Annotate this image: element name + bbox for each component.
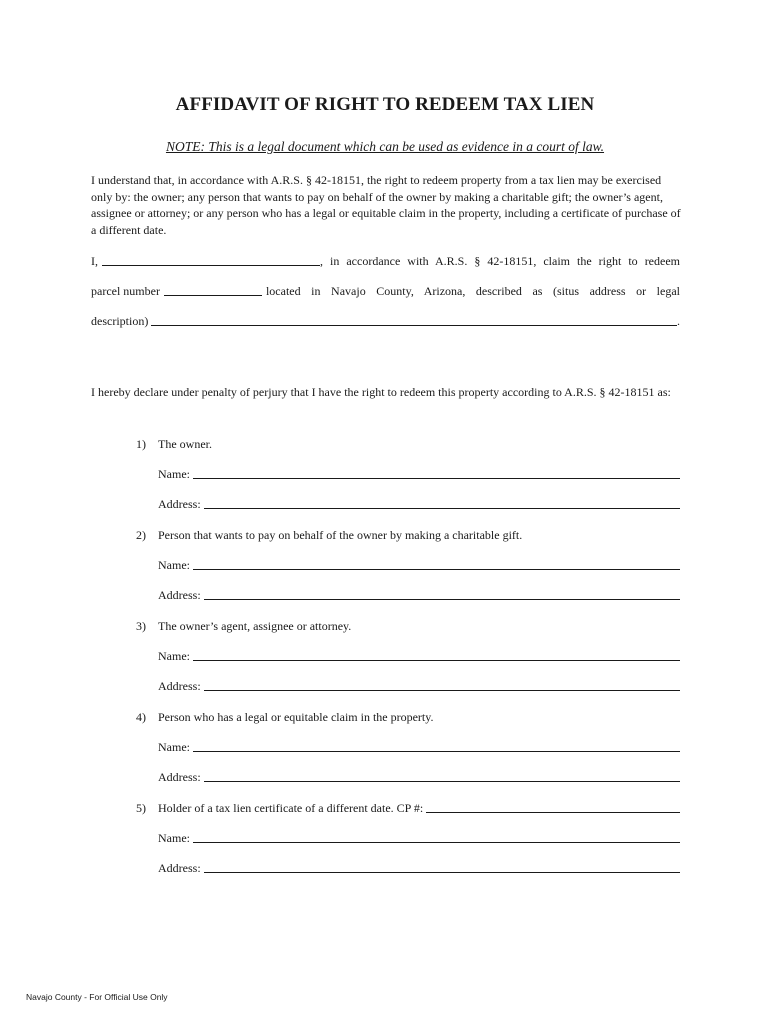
description-blank[interactable] [151,324,677,326]
parcel-suffix: located in Navajo County, Arizona, described as (situs address or legal [265,284,680,298]
option-number: 2) [136,528,146,542]
owner-address-field[interactable] [204,507,680,509]
lien-holder-address-field[interactable] [204,871,680,873]
claim-line [91,254,680,269]
intro-paragraph: I understand that, in accordance with A.R.S. § 42-18151, the right to redeem property from a tax lien may be exercised only by: the owner; any person that wants to pay on behalf of the owner by making a charitable gift; the owner’s agent, assignee or attorney; or any person who has a legal or equitable claim in the property, including a certificate of purchase of a different date. [91,173,681,237]
declaration-paragraph: I hereby declare under penalty of perjury that I have the right to redeem this property according to A.R.S. § 42-18151 as: [91,385,671,399]
option-charitable-payer [136,528,522,543]
legal-note: NOTE: This is a legal document which can be used as evidence in a court of law. [165,139,605,154]
option-text: Person who has a legal or equitable claim in the property. [158,710,434,724]
claimant-address-row [158,770,680,785]
address-label: Address: [158,679,201,693]
name-label: Name: [158,467,190,481]
parcel-number-blank[interactable] [164,294,262,296]
description-prefix: description) [91,314,149,328]
claim-prefix: I, [91,254,98,268]
option-number: 4) [136,710,146,724]
option-text: Person that wants to pay on behalf of the owner by making a charitable gift. [158,528,523,542]
option-number: 3) [136,619,146,633]
option-text: The owner. [158,437,212,451]
option-number: 1) [136,437,146,451]
agent-name-row [158,649,680,664]
claim-suffix: , in accordance with A.R.S. § 42-18151, claim the right to redeem [320,254,680,268]
agent-address-row [158,679,680,694]
option-text: The owner’s agent, assignee or attorney. [158,619,352,633]
claimant-name-blank[interactable] [102,264,320,266]
owner-name-row [158,467,680,482]
charitable-name-row [158,558,680,573]
option-number: 5) [136,801,146,815]
name-label: Name: [158,831,190,845]
lien-holder-name-field[interactable] [193,841,680,843]
lien-holder-address-row [158,861,680,876]
description-suffix: . [677,314,680,328]
address-label: Address: [158,588,201,602]
option-lien-holder [136,801,680,816]
claimant-name-field[interactable] [193,750,680,752]
claimant-name-row [158,740,680,755]
parcel-prefix: parcel number [91,284,160,298]
agent-name-field[interactable] [193,659,680,661]
claimant-address-field[interactable] [204,780,680,782]
charitable-name-field[interactable] [193,568,680,570]
parcel-line [91,284,680,299]
option-legal-claimant [136,710,433,725]
lien-holder-name-row [158,831,680,846]
address-label: Address: [158,770,201,784]
name-label: Name: [158,740,190,754]
name-label: Name: [158,649,190,663]
address-label: Address: [158,861,201,875]
charitable-address-row [158,588,680,603]
owner-name-field[interactable] [193,477,680,479]
owner-address-row [158,497,680,512]
option-agent [136,619,351,634]
cp-number-field[interactable] [426,811,680,813]
footer-note: Navajo County - For Official Use Only [26,992,168,1002]
name-label: Name: [158,558,190,572]
description-line [91,314,680,329]
option-text: Holder of a tax lien certificate of a different date. CP #: [158,801,424,815]
charitable-address-field[interactable] [204,598,680,600]
agent-address-field[interactable] [204,689,680,691]
option-owner [136,437,212,452]
document-title: AFFIDAVIT OF RIGHT TO REDEEM TAX LIEN [175,94,595,115]
address-label: Address: [158,497,201,511]
